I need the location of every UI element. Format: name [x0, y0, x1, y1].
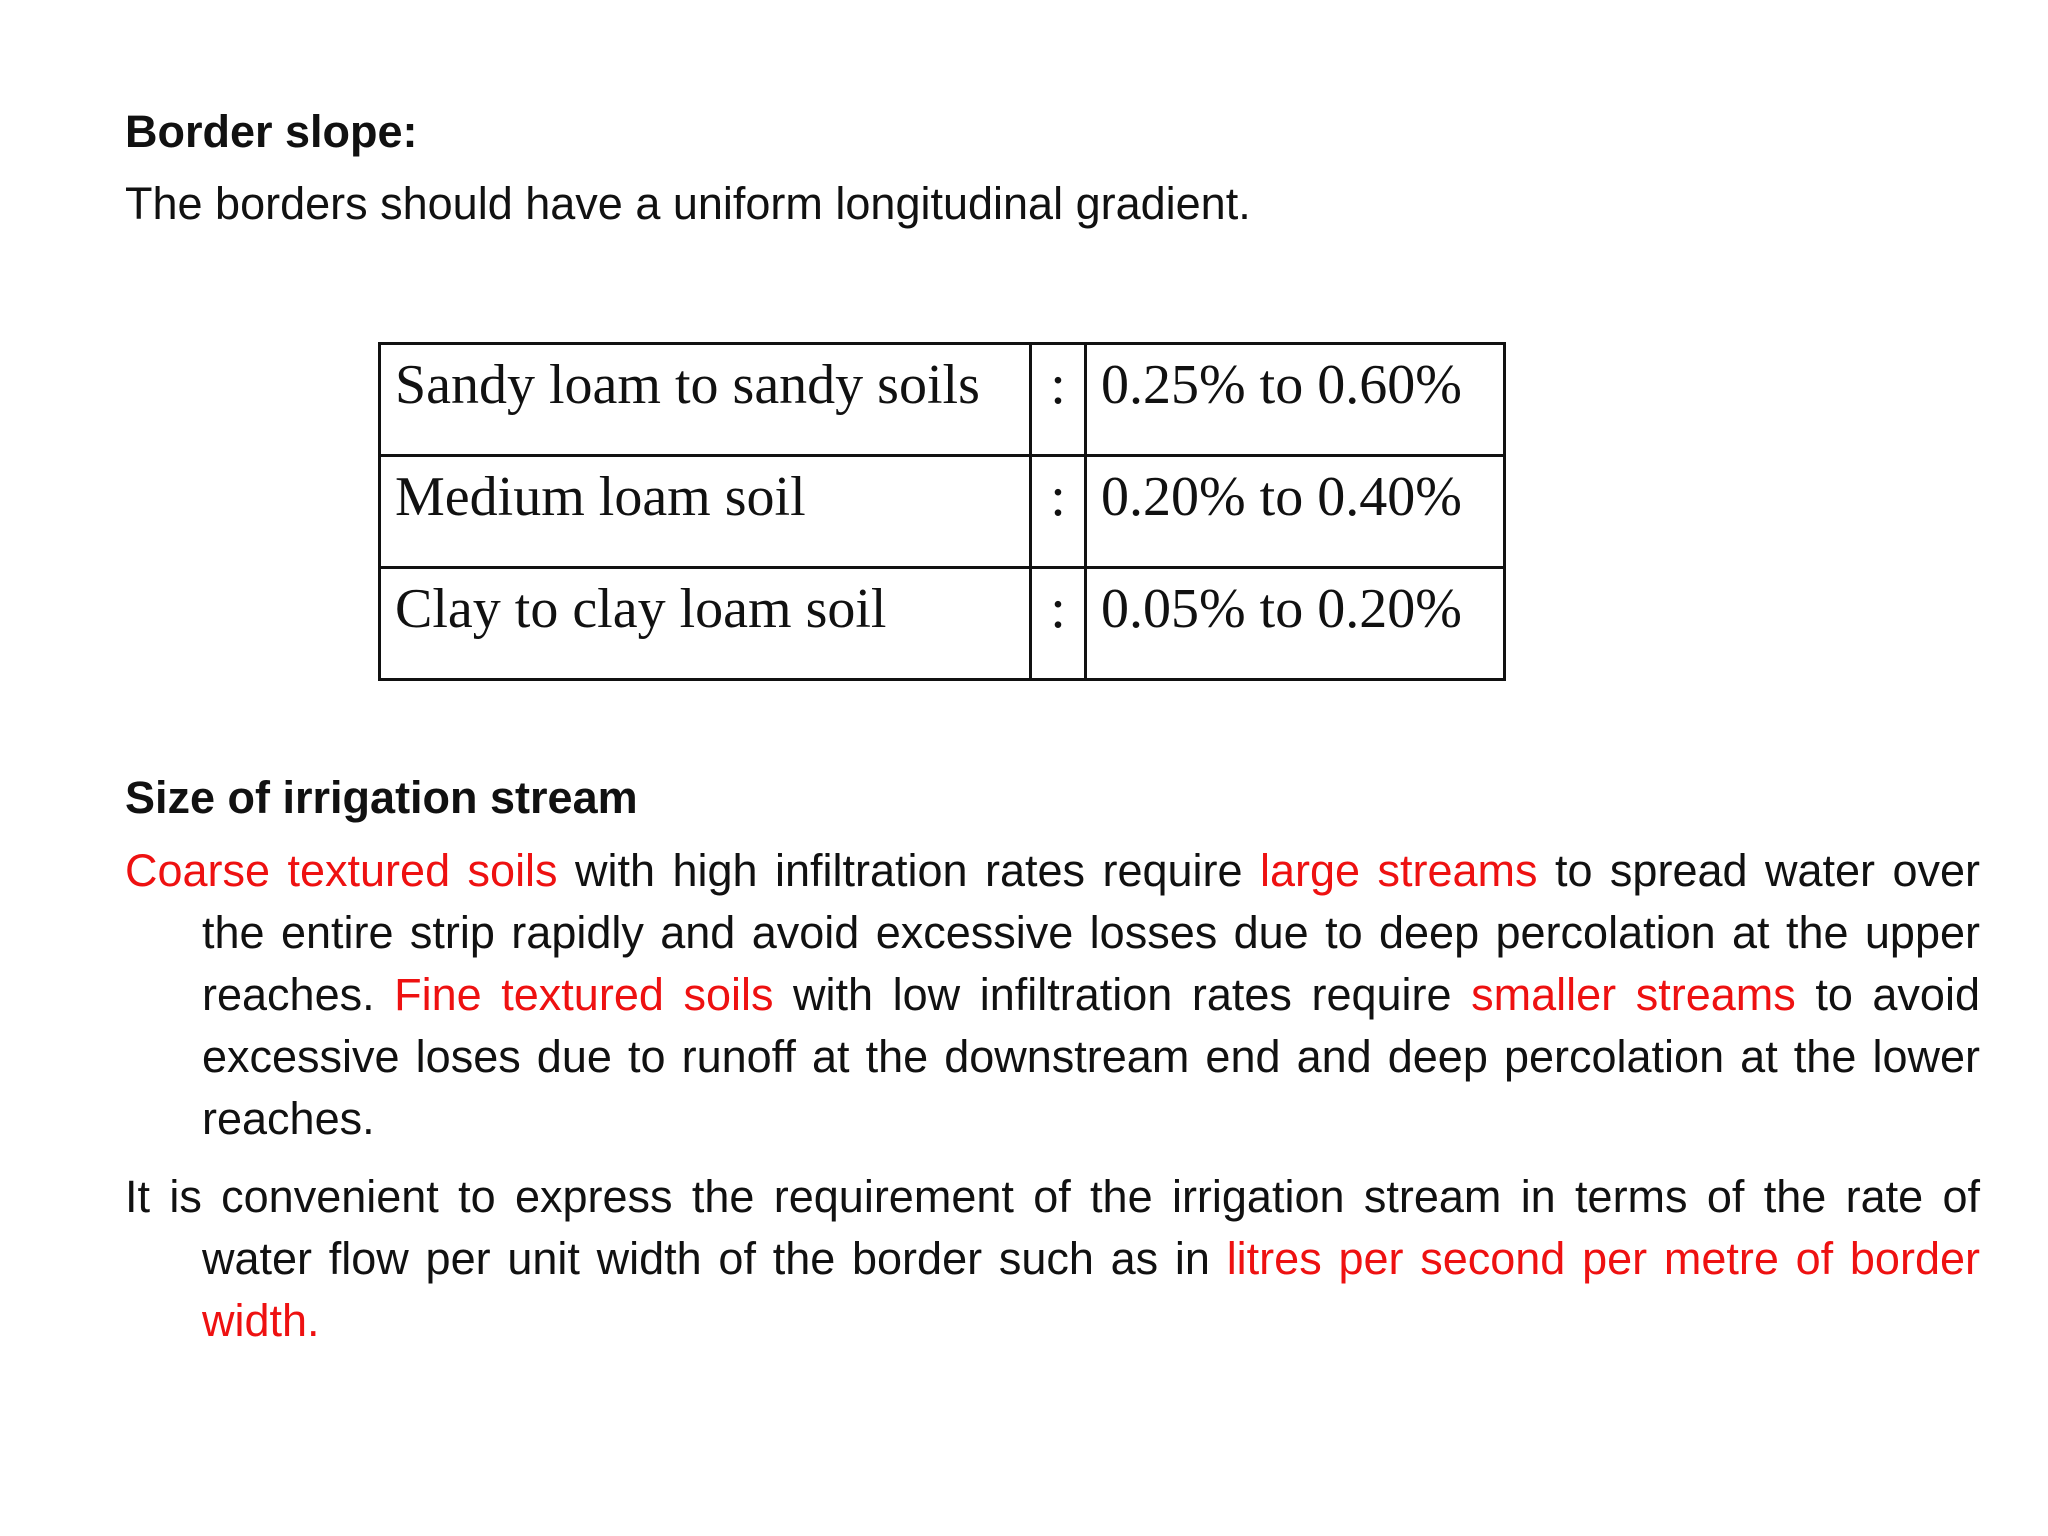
highlight-text: smaller streams — [1471, 969, 1796, 1020]
slope-range-cell: 0.20% to 0.40% — [1086, 456, 1505, 568]
body-text: with high infiltration rates require — [557, 845, 1260, 896]
slope-range-cell: 0.05% to 0.20% — [1086, 568, 1505, 680]
table-row — [380, 344, 1505, 456]
highlight-text: litres per second per metre of border width. — [202, 1233, 1980, 1346]
slope-table — [378, 342, 1506, 681]
border-slope-intro: The borders should have a uniform longitudinal gradient. — [125, 178, 1251, 229]
table-row — [380, 568, 1505, 680]
separator-cell: : — [1031, 344, 1086, 456]
separator-cell: : — [1031, 456, 1086, 568]
soil-type-cell: Clay to clay loam soil — [380, 568, 1031, 680]
table-row — [380, 456, 1505, 568]
separator-cell: : — [1031, 568, 1086, 680]
highlight-text: large streams — [1260, 845, 1538, 896]
slope-range-cell: 0.25% to 0.60% — [1086, 344, 1505, 456]
stream-paragraph-2 — [125, 1166, 1980, 1352]
body-text: to avoid excessive loses due to runoff at the downstream end and deep percolation at the lower reaches. — [202, 969, 1980, 1144]
border-slope-heading: Border slope: — [125, 106, 418, 157]
body-text: with low infiltration rates require — [773, 969, 1472, 1020]
body-text: It is convenient to express the requirement of the irrigation stream in terms of the rate of water flow per unit width of the border such as in — [125, 1171, 1980, 1284]
soil-type-cell: Sandy loam to sandy soils — [380, 344, 1031, 456]
soil-type-cell: Medium loam soil — [380, 456, 1031, 568]
stream-paragraph-1 — [125, 840, 1980, 1150]
highlight-text: Coarse textured soils — [125, 845, 558, 896]
stream-size-heading: Size of irrigation stream — [125, 772, 638, 823]
body-text: to spread water over the entire strip rapidly and avoid excessive losses due to deep percolation at the upper reaches. — [202, 845, 1980, 1020]
highlight-text: Fine textured soils — [394, 969, 774, 1020]
